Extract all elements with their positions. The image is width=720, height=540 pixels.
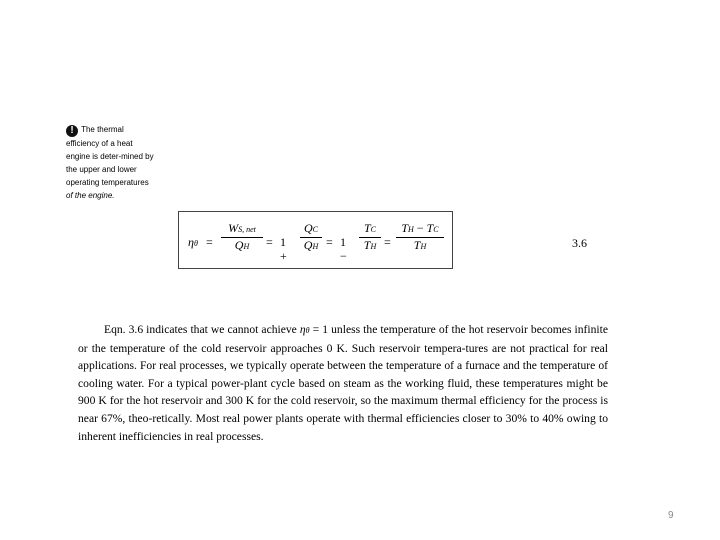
exclamation-icon: ! [66, 125, 78, 137]
one-minus: 1 − [340, 235, 347, 263]
note-emphasis: of the engine. [66, 191, 115, 200]
equals-sign: = [206, 235, 213, 249]
note-text: The thermal efficiency of a heat engine is deter-mined by the upper and lower operating temperatures [66, 125, 154, 187]
fraction-qc-qh: $\frac{QC}{QH}$ [300, 221, 322, 254]
paragraph-text-after: unless the temperature of the hot reservoir becomes infinite or the temperature of the cold reservoir approaches 0 K. Such reservoir tempera-tures are not practical for real applications. For real processes, we typically operate between the temperature of a furnace and the temperature of cooling water. For a typical power-plant cycle based on steam as the working fluid, these temperatures might be 900 K for the hot reservoir and 300 K for the cold reservoir, so the maximum thermal efficiency for the process is near 67%, theo-retically. Most real power plants operate with thermal efficiencies closer to 30% to 40% owing to inherent inefficiencies in real processes. [78, 323, 608, 443]
eta-equals-one: = 1 [309, 323, 329, 336]
equals-sign: = [326, 235, 333, 249]
fraction-th-minus-tc: $\frac{TH - TC}{TH}$ [396, 221, 444, 254]
fraction-tc-th: $\frac{TC}{TH}$ [359, 221, 381, 254]
eta-inline: ηθ [299, 323, 310, 336]
margin-note [66, 123, 156, 202]
page-number: 9 [668, 510, 674, 521]
equation-number: 3.6 [572, 236, 587, 250]
equals-sign: = [384, 235, 391, 249]
eta-symbol: ηθ [188, 235, 198, 249]
paragraph-text-before: Eqn. 3.6 indicates that we cannot achieve [104, 323, 300, 336]
one-plus: 1 + [280, 235, 287, 263]
body-paragraph [78, 321, 608, 445]
fraction-work-heat: WS, net QH [221, 221, 263, 254]
equals-sign: = [266, 235, 273, 249]
